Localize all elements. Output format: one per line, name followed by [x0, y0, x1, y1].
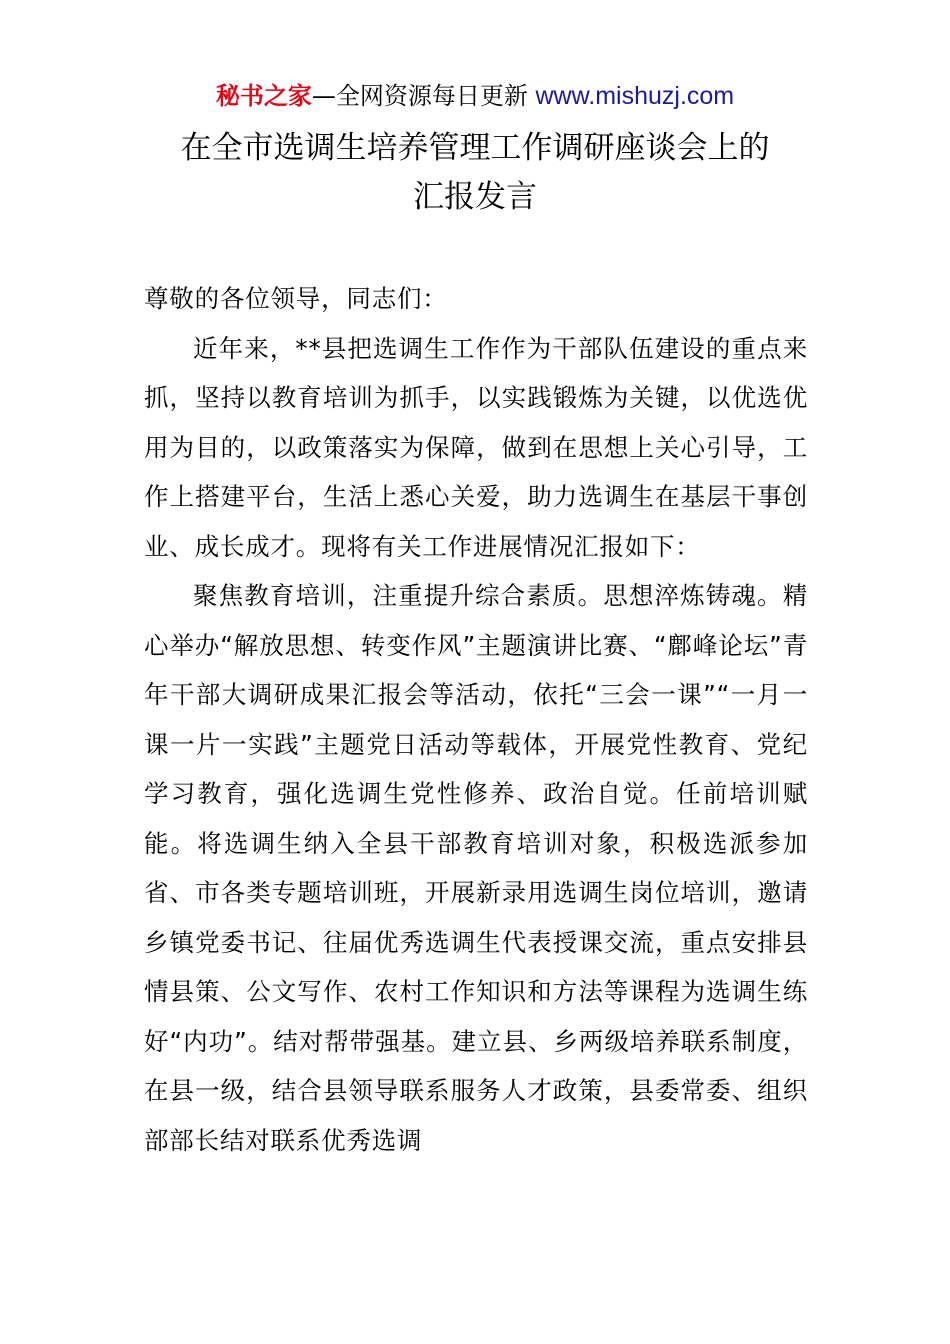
- site-url-link[interactable]: www.mishuzj.com: [535, 82, 735, 110]
- document-body: [144, 274, 808, 1165]
- site-header: [0, 80, 950, 112]
- document-title-line-1: 在全市选调生培养管理工作调研座谈会上的: [180, 130, 770, 166]
- paragraph-intro: 近年来，**县把选调生工作作为干部队伍建设的重点来抓，坚持以教育培训为抓手，以实践锻炼为关键，以优选优用为目的，以政策落实为保障，做到在思想上关心引导，工作上搭建平台，生活上悉心关爱，助力选调生在基层干事创业、成长成才。现将有关工作进展情况汇报如下：: [144, 333, 808, 561]
- paragraph-education-training: 聚焦教育培训，注重提升综合素质。思想淬炼铸魂。精心举办“解放思想、转变作风”主题演讲比赛、“鄜峰论坛”青年干部大调研成果汇报会等活动，依托“三会一课”“一月一课一片一实践”主题党日活动等载体，开展党性教育、党纪学习教育，强化选调生党性修养、政治自觉。任前培训赋能。将选调生纳入全县干部教育培训对象，积极选派参加省、市各类专题培训班，开展新录用选调生岗位培训，邀请乡镇党委书记、往届优秀选调生代表授课交流，重点安排县情县策、公文写作、农村工作知识和方法等课程为选调生练好“内功”。结对帮带强基。建立县、乡两级培养联系制度，在县一级，结合县领导联系服务人才政策，县委常委、组织部部长结对联系优秀选调: [144, 581, 808, 1155]
- document-title-line-2: 汇报发言: [413, 179, 537, 215]
- header-tagline: —全网资源每日更新: [311, 82, 536, 110]
- brand-name: 秘书之家: [215, 82, 312, 110]
- salutation: 尊敬的各位领导，同志们：: [144, 284, 448, 313]
